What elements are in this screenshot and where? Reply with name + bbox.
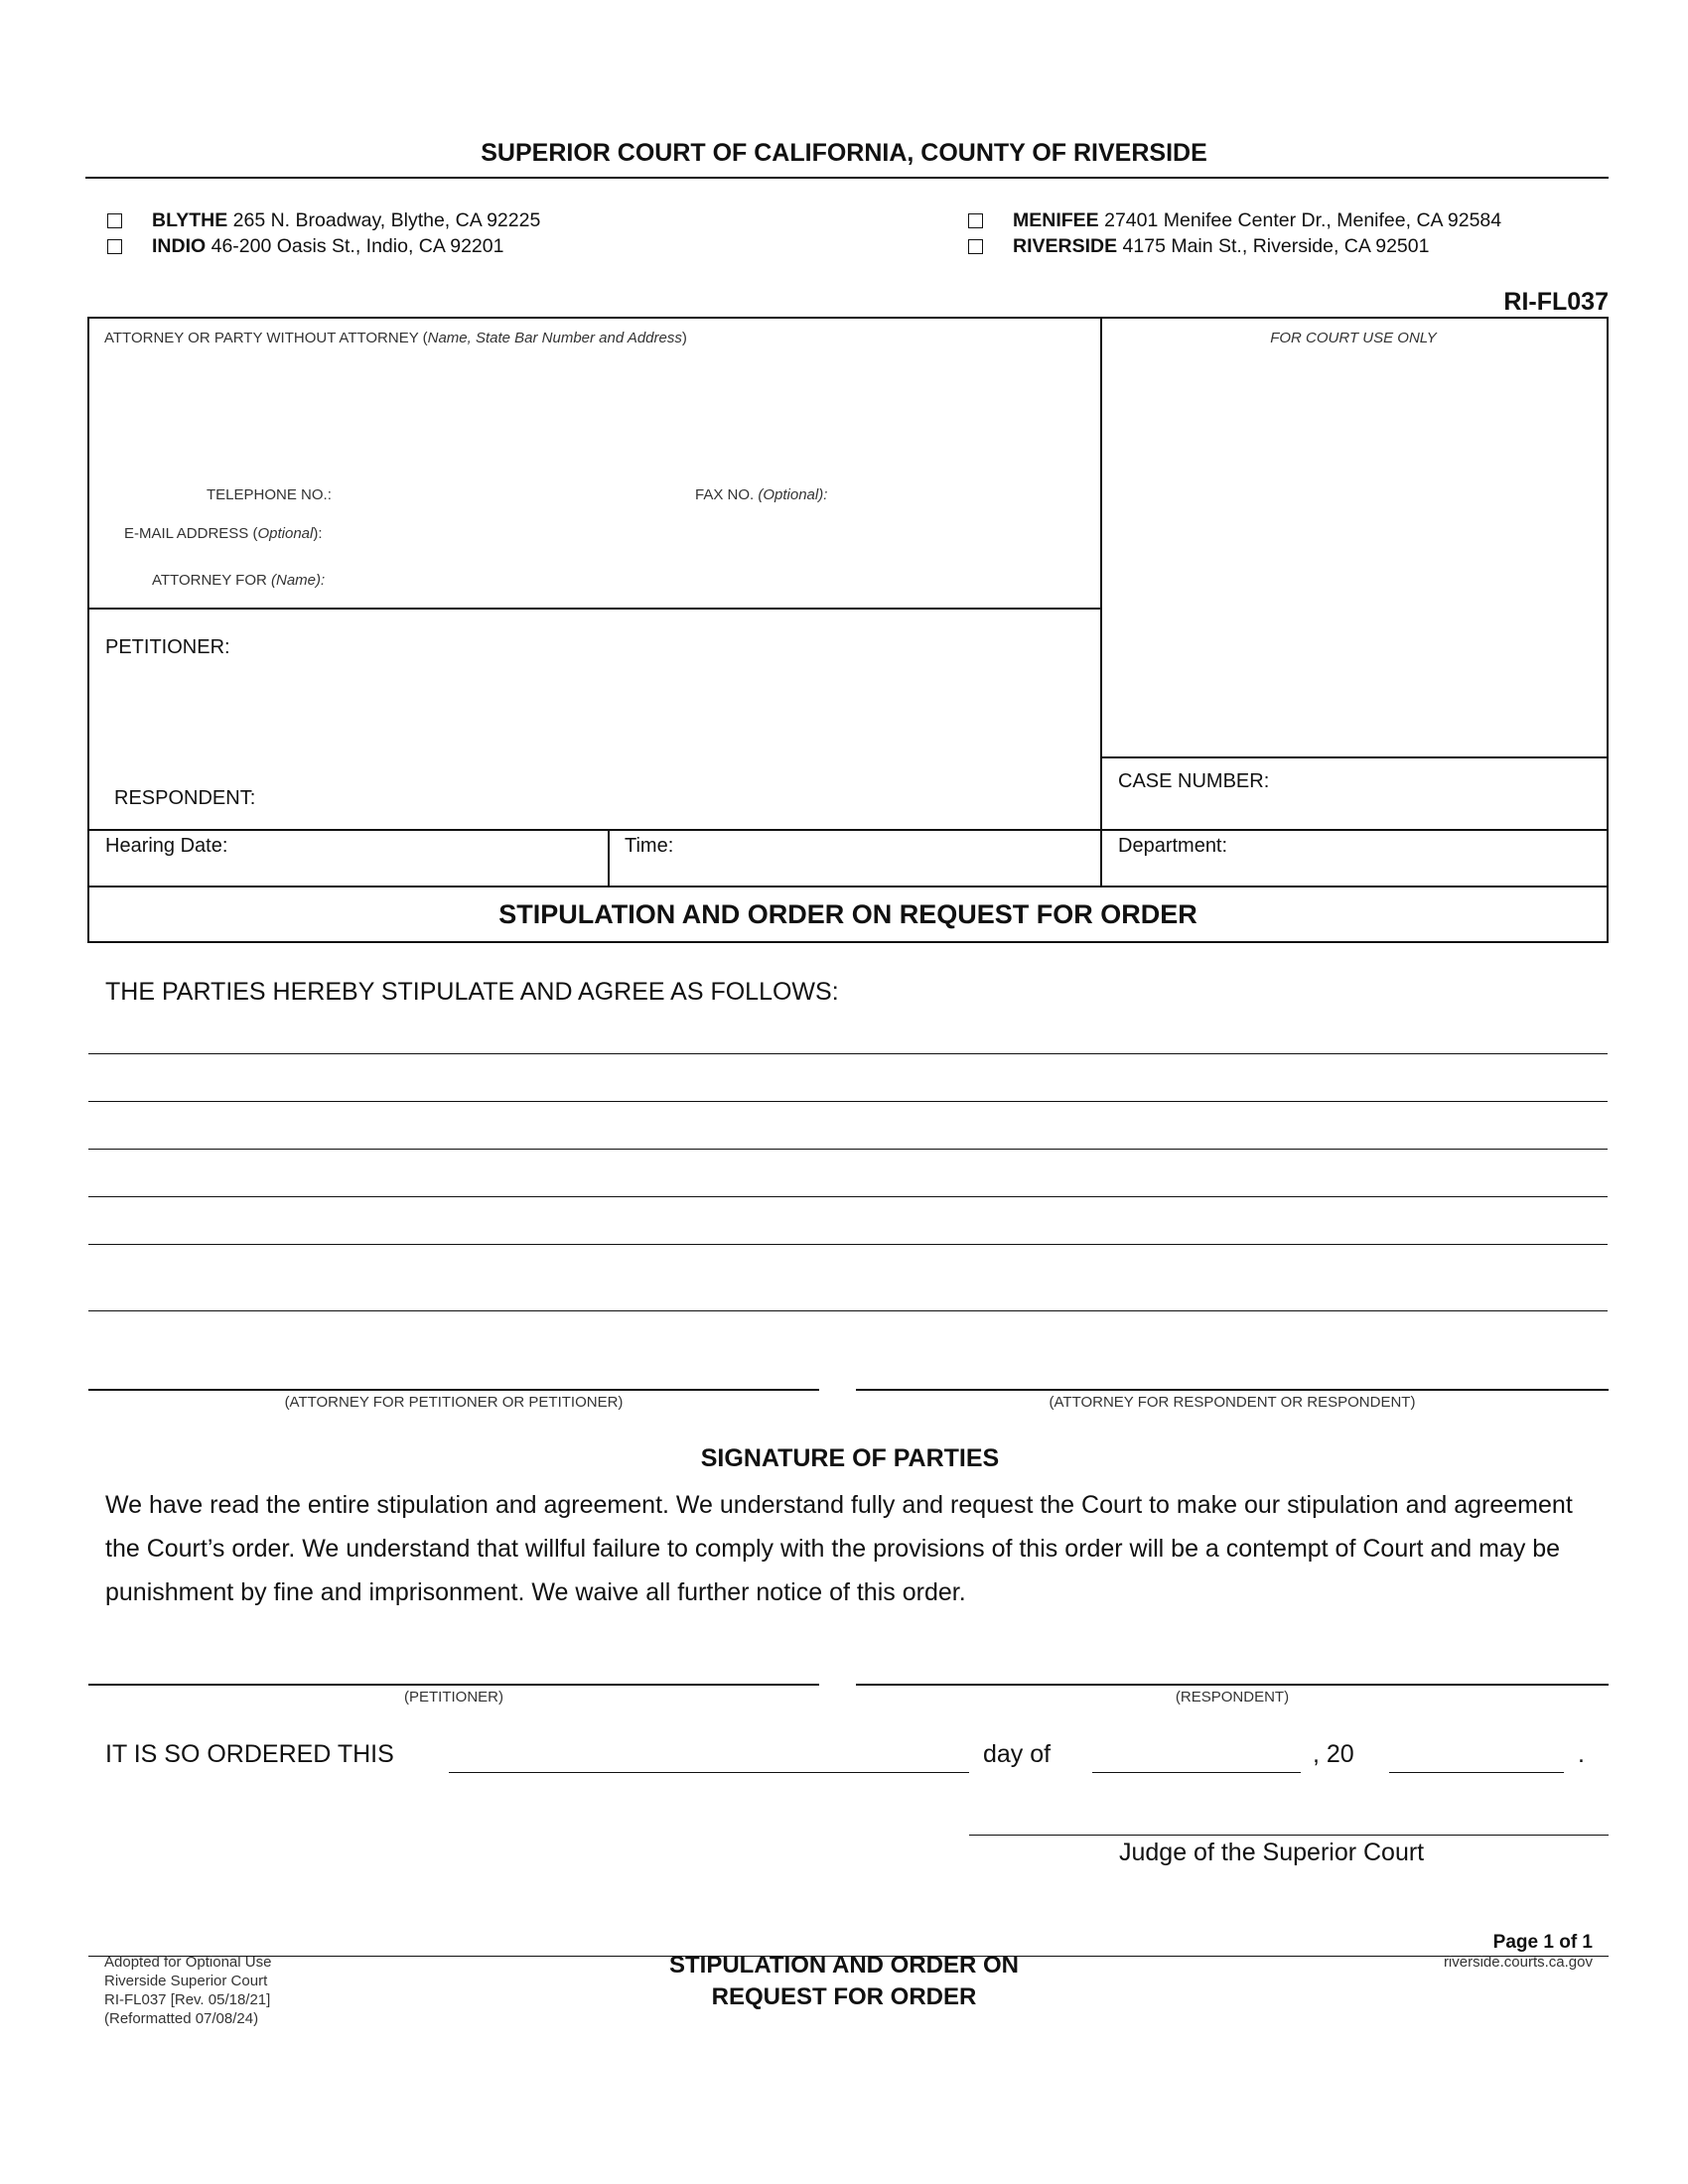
footer-title-line2: REQUEST FOR ORDER	[711, 1983, 977, 2010]
stipulation-line[interactable]	[88, 1244, 1608, 1245]
day-of-label: day of	[983, 1740, 1052, 1768]
footer-website: riverside.courts.ca.gov	[1443, 1954, 1593, 1971]
case-number-label: CASE NUMBER:	[1118, 770, 1270, 792]
court-use-label: FOR COURT USE ONLY	[1270, 330, 1437, 346]
telephone-label: TELEPHONE NO.:	[207, 486, 332, 503]
year-prefix: , 20	[1313, 1740, 1354, 1768]
footer-court: Riverside Superior Court	[104, 1973, 268, 1989]
location-menifee: MENIFEE 27401 Menifee Center Dr., Menifee, CA 92584	[1013, 209, 1502, 231]
respondent-signature-line[interactable]	[856, 1684, 1609, 1686]
footer-reformatted: (Reformatted 07/08/24)	[104, 2010, 259, 2027]
attorney-for-field[interactable]	[352, 566, 1087, 592]
form-id: RI-FL037	[1503, 288, 1609, 316]
order-year-line[interactable]	[1389, 1772, 1564, 1773]
respondent-label: RESPONDENT:	[114, 787, 256, 809]
hearing-top-rule	[89, 829, 1607, 831]
signature-statement: We have read the entire stipulation and agreement. We understand fully and request the Court to make our stipulation and agreement the Court’s order. We understand that willful failure to comply with the provisions of this order will be a contempt of Court and may be punishment by fine and imprisonment. We waive all further notice of this order.	[105, 1491, 1573, 1606]
so-ordered-label: IT IS SO ORDERED THIS	[105, 1740, 394, 1768]
fax-field[interactable]	[849, 480, 1087, 506]
stipulation-intro: THE PARTIES HEREBY STIPULATE AND AGREE AS FOLLOWS:	[105, 978, 839, 1006]
stipulation-line[interactable]	[88, 1053, 1608, 1054]
fax-label: FAX NO. (Optional):	[695, 486, 828, 503]
page-number: Page 1 of 1	[1492, 1932, 1593, 1953]
footer-title	[0, 1950, 1688, 2013]
footer-title-line1: STIPULATION AND ORDER ON	[669, 1952, 1019, 1979]
signature-heading: SIGNATURE OF PARTIES	[700, 1444, 1000, 1472]
attorney-for-label: ATTORNEY FOR (Name):	[152, 572, 326, 589]
header-rule	[85, 177, 1609, 179]
judge-signature-line[interactable]	[969, 1835, 1609, 1836]
checkbox-menifee[interactable]	[968, 213, 983, 228]
attorney-petitioner-signature-line[interactable]	[88, 1389, 819, 1391]
location-indio: INDIO 46-200 Oasis St., Indio, CA 92201	[152, 235, 504, 257]
checkbox-riverside[interactable]	[968, 239, 983, 254]
stipulation-line[interactable]	[88, 1101, 1608, 1102]
location-blythe: BLYTHE 265 N. Broadway, Blythe, CA 92225	[152, 209, 541, 231]
footer-revision: RI-FL037 [Rev. 05/18/21]	[104, 1991, 271, 2008]
department-label: Department:	[1118, 835, 1228, 857]
attorney-petitioner-caption: (ATTORNEY FOR PETITIONER OR PETITIONER)	[284, 1394, 624, 1411]
respondent-caption: (RESPONDENT)	[1175, 1689, 1290, 1706]
attorney-bottom-rule	[89, 608, 1100, 610]
stipulation-line[interactable]	[88, 1310, 1608, 1311]
stipulation-line[interactable]	[88, 1149, 1608, 1150]
location-riverside: RIVERSIDE 4175 Main St., Riverside, CA 92501	[1013, 235, 1430, 257]
petitioner-signature-line[interactable]	[88, 1684, 819, 1686]
attorney-respondent-signature-line[interactable]	[856, 1389, 1609, 1391]
order-day-line[interactable]	[449, 1772, 969, 1773]
hearing-date-label: Hearing Date:	[105, 835, 228, 857]
document-title: STIPULATION AND ORDER ON REQUEST FOR ORDER	[498, 899, 1197, 929]
caption-box	[87, 317, 1609, 943]
order-period: .	[1578, 1740, 1585, 1768]
caption-divider-vertical	[1100, 318, 1102, 886]
email-field[interactable]	[352, 519, 1087, 545]
order-month-line[interactable]	[1092, 1772, 1301, 1773]
checkbox-blythe[interactable]	[107, 213, 122, 228]
hearing-time-divider	[608, 829, 610, 886]
telephone-field[interactable]	[352, 480, 670, 506]
checkbox-indio[interactable]	[107, 239, 122, 254]
time-label: Time:	[625, 835, 674, 857]
title-top-rule	[89, 886, 1607, 887]
court-use-bottom-rule	[1100, 756, 1607, 758]
email-label: E-MAIL ADDRESS (Optional):	[124, 525, 323, 542]
judge-label: Judge of the Superior Court	[1119, 1839, 1425, 1866]
petitioner-label: PETITIONER:	[105, 636, 230, 658]
stipulation-line[interactable]	[88, 1196, 1608, 1197]
footer-adopted: Adopted for Optional Use	[104, 1954, 272, 1971]
attorney-label: ATTORNEY OR PARTY WITHOUT ATTORNEY (Name, State Bar Number and Address)	[104, 330, 687, 346]
court-title: SUPERIOR COURT OF CALIFORNIA, COUNTY OF RIVERSIDE	[481, 139, 1207, 167]
attorney-respondent-caption: (ATTORNEY FOR RESPONDENT OR RESPONDENT)	[1049, 1394, 1416, 1411]
petitioner-caption: (PETITIONER)	[404, 1689, 503, 1706]
